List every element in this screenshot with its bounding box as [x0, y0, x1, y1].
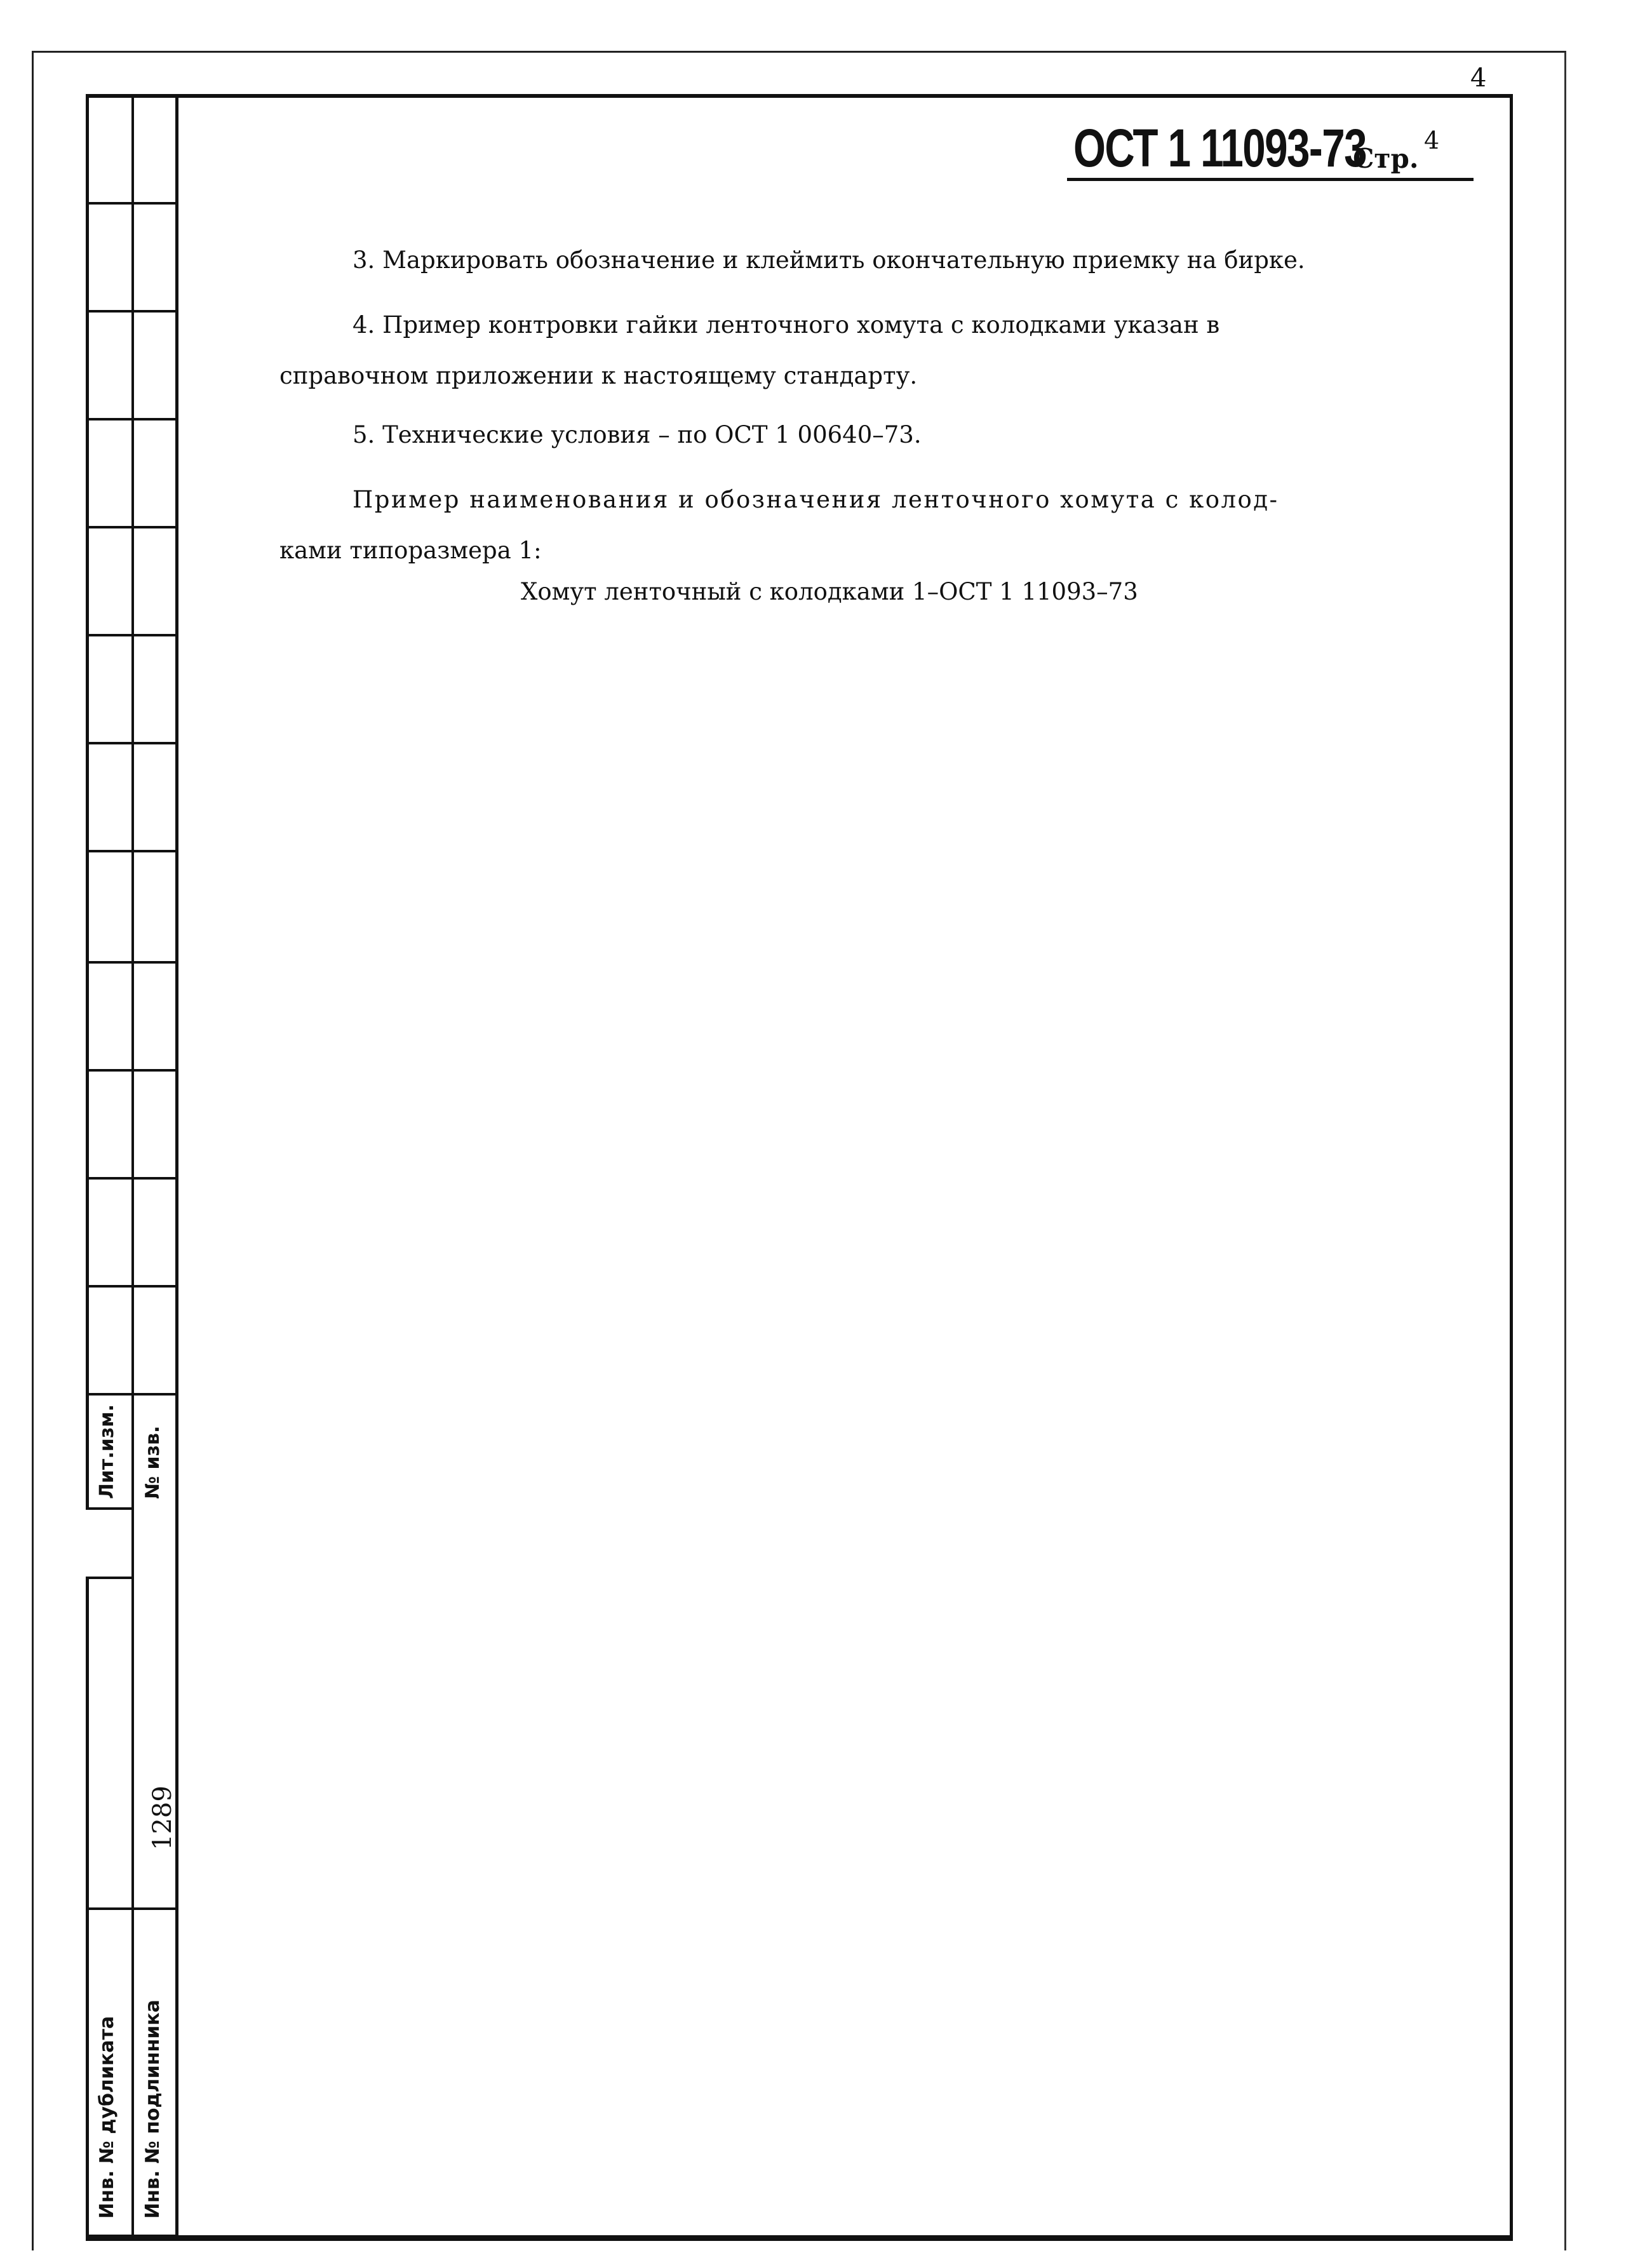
side-row-line: [86, 1177, 178, 1180]
item-4-line-2: справочном приложении к настоящему стандарту.: [279, 362, 918, 389]
side-row-line: [86, 634, 178, 636]
side-stamp: [86, 94, 178, 2241]
lit-izm-label: Лит.изм.: [96, 1404, 118, 1499]
side-row-line: [86, 1907, 178, 1910]
drawing-frame: [86, 94, 1513, 2241]
side-row-line: [86, 850, 178, 852]
side-row-line: [86, 202, 178, 205]
document-header: [1067, 118, 1480, 178]
side-row-line: [86, 1393, 178, 1396]
side-gap: [82, 1510, 131, 1577]
item-5: 5. Технические условия – по ОСТ 1 00640–73.: [353, 421, 922, 448]
example-designation: Хомут ленточный с колодками 1–ОСТ 1 11093–73: [521, 578, 1138, 605]
side-column-divider: [131, 94, 134, 2241]
item-3: 3. Маркировать обозначение и клеймить окончательную приемку на бирке.: [353, 246, 1305, 274]
page-label: Стр.: [1353, 143, 1419, 174]
side-row-line: [86, 418, 178, 420]
side-row-line: [86, 526, 178, 528]
no-izv-label: № изв.: [142, 1425, 164, 1499]
example-line-2: ками типоразмера 1:: [279, 537, 542, 564]
side-column-border: [175, 94, 178, 2241]
side-row-line: [86, 1069, 178, 1072]
side-row-line: [86, 1577, 131, 1579]
inv-dublikata-label: Инв. № дубликата: [96, 2015, 118, 2219]
item-4-line-1: 4. Пример контровки гайки ленточного хомута с колодками указан в: [353, 311, 1220, 339]
side-row-line: [86, 961, 178, 964]
corner-page-number: 4: [1470, 64, 1487, 93]
side-row-line: [86, 310, 178, 313]
header-underline: [1067, 178, 1474, 181]
inv-podlinnika-label: Инв. № подлинника: [142, 2000, 164, 2219]
side-row-line: [86, 2235, 178, 2237]
side-row-line: [86, 1285, 178, 1288]
inv-number: 1289: [148, 1786, 177, 1850]
side-row-line: [86, 742, 178, 744]
document-code: ОСТ 1 11093-73: [1073, 118, 1366, 178]
example-line-1: Пример наименования и обозначения ленточного хомута с колод-: [353, 486, 1279, 513]
page-number: 4: [1424, 126, 1440, 154]
